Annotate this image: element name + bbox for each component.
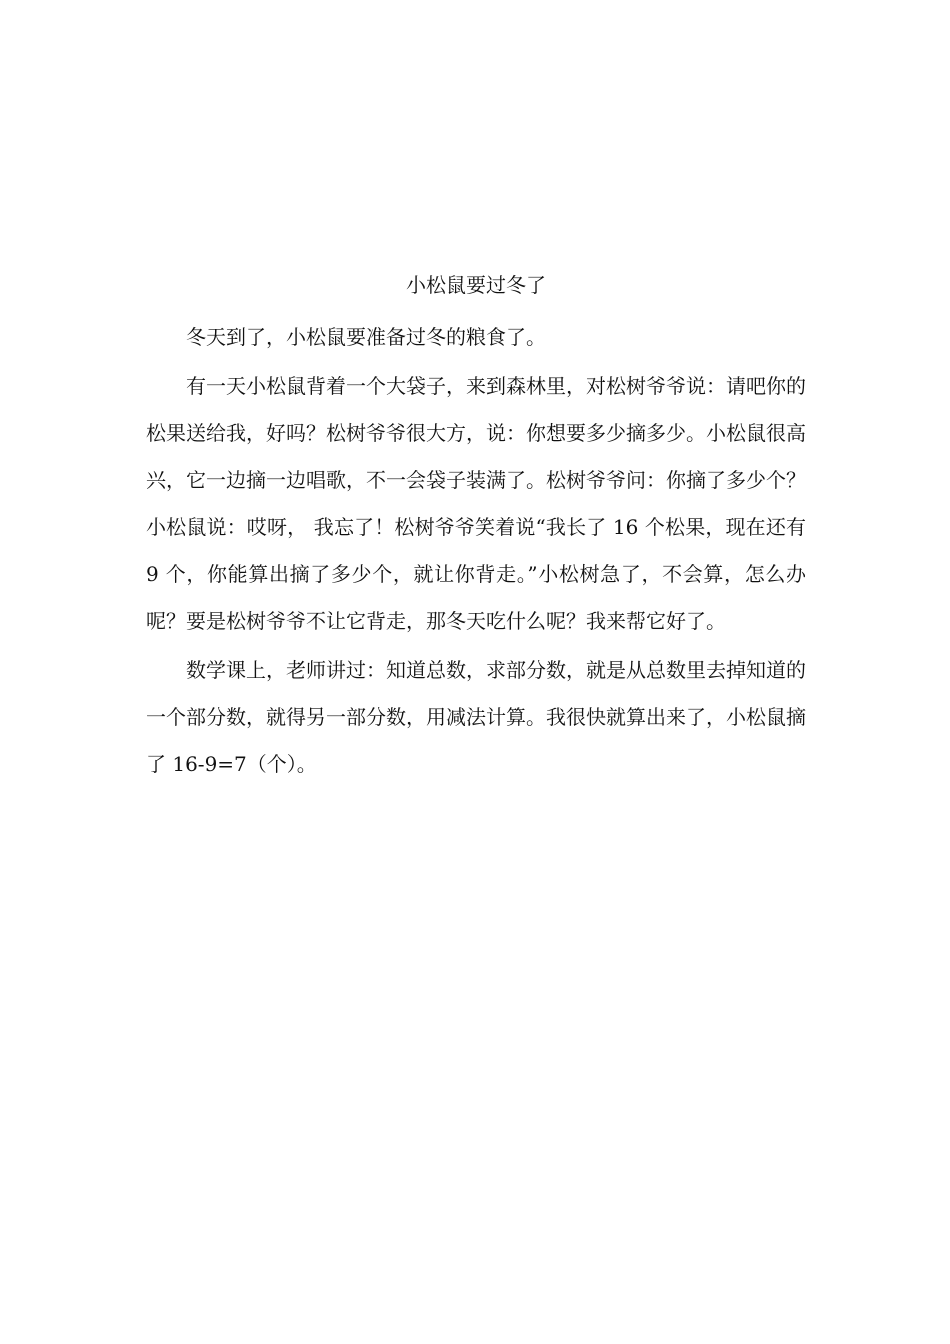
document-body	[146, 266, 806, 790]
paragraph-1: 冬天到了，小松鼠要准备过冬的粮食了。	[186, 325, 546, 349]
document-title: 小松鼠要过冬了	[406, 273, 546, 297]
paragraph-3: 数学课上，老师讲过：知道总数，求部分数，就是从总数里去掉知道的一个部分数，就得另一部分数，用减法计算。我很快就算出来了，小松鼠摘了 16-9=7（个）。	[146, 658, 806, 776]
paragraph-2: 有一天小松鼠背着一个大袋子，来到森林里，对松树爷爷说：请吧你的松果送给我，好吗？松树爷爷很大方，说：你想要多少摘多少。小松鼠很高兴，它一边摘一边唱歌，不一会袋子装满了。松树爷爷问：你摘了多少个？小松鼠说：哎呀， 我忘了！松树爷爷笑着说“我长了 16 个松果，现在还有 9 个，你能算出摘了多少个，就让你背走。”小松树急了，不会算，怎么办呢？要是松树爷爷不让它背走，那冬天吃什么呢？我来帮它好了。	[146, 374, 806, 633]
